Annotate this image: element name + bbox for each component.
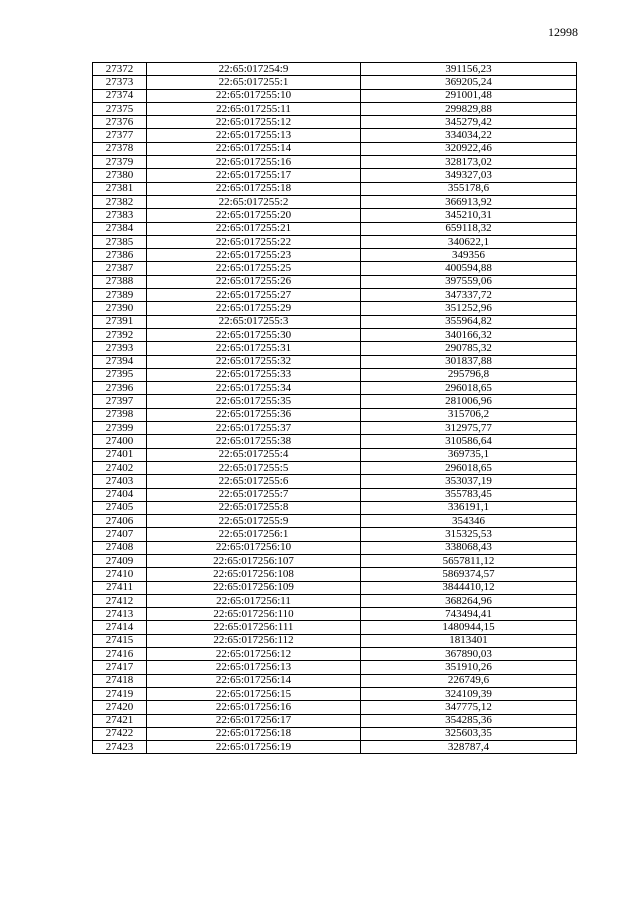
row-number-cell: 27410 [93, 568, 147, 581]
value-cell: 328173,02 [361, 156, 577, 169]
cadastral-number-cell: 22:65:017255:29 [147, 302, 361, 315]
value-cell: 354346 [361, 515, 577, 528]
row-number-cell: 27399 [93, 422, 147, 435]
value-cell: 325603,35 [361, 727, 577, 740]
value-cell: 349356 [361, 249, 577, 262]
value-cell: 366913,92 [361, 195, 577, 208]
row-number-cell: 27403 [93, 475, 147, 488]
value-cell: 291001,48 [361, 89, 577, 102]
table-row [93, 222, 577, 235]
table-row [93, 727, 577, 740]
cadastral-number-cell: 22:65:017255:9 [147, 515, 361, 528]
value-cell: 226749,6 [361, 674, 577, 687]
value-cell: 315325,53 [361, 528, 577, 541]
table-row [93, 382, 577, 395]
value-cell: 345279,42 [361, 116, 577, 129]
value-cell: 400594,88 [361, 262, 577, 275]
row-number-cell: 27406 [93, 515, 147, 528]
cadastral-number-cell: 22:65:017256:109 [147, 581, 361, 594]
cadastral-number-cell: 22:65:017255:21 [147, 222, 361, 235]
table-row [93, 262, 577, 275]
value-cell: 296018,65 [361, 382, 577, 395]
row-number-cell: 27372 [93, 63, 147, 76]
table-row [93, 156, 577, 169]
row-number-cell: 27373 [93, 76, 147, 89]
row-number-cell: 27378 [93, 142, 147, 155]
row-number-cell: 27422 [93, 727, 147, 740]
value-cell: 743494,41 [361, 608, 577, 621]
row-number-cell: 27385 [93, 235, 147, 248]
table-row [93, 342, 577, 355]
row-number-cell: 27391 [93, 315, 147, 328]
row-number-cell: 27384 [93, 222, 147, 235]
table-row [93, 76, 577, 89]
cadastral-number-cell: 22:65:017255:37 [147, 422, 361, 435]
row-number-cell: 27388 [93, 275, 147, 288]
row-number-cell: 27413 [93, 608, 147, 621]
cadastral-number-cell: 22:65:017255:6 [147, 475, 361, 488]
value-cell: 338068,43 [361, 541, 577, 554]
value-cell: 347775,12 [361, 701, 577, 714]
cadastral-number-cell: 22:65:017256:19 [147, 741, 361, 754]
value-cell: 310586,64 [361, 435, 577, 448]
table-row [93, 634, 577, 647]
value-cell: 355783,45 [361, 488, 577, 501]
table-row [93, 648, 577, 661]
row-number-cell: 27379 [93, 156, 147, 169]
table-row [93, 63, 577, 76]
cadastral-number-cell: 22:65:017254:9 [147, 63, 361, 76]
row-number-cell: 27398 [93, 408, 147, 421]
table-row [93, 501, 577, 514]
value-cell: 340622,1 [361, 235, 577, 248]
cadastral-number-cell: 22:65:017255:16 [147, 156, 361, 169]
table-row [93, 395, 577, 408]
value-cell: 355178,6 [361, 182, 577, 195]
cadastral-number-cell: 22:65:017256:16 [147, 701, 361, 714]
table-row [93, 102, 577, 115]
row-number-cell: 27376 [93, 116, 147, 129]
value-cell: 296018,65 [361, 461, 577, 474]
value-cell: 5657811,12 [361, 554, 577, 567]
cadastral-number-cell: 22:65:017256:10 [147, 541, 361, 554]
value-cell: 397559,06 [361, 275, 577, 288]
table-row [93, 209, 577, 222]
table-row [93, 435, 577, 448]
table-row [93, 408, 577, 421]
value-cell: 369205,24 [361, 76, 577, 89]
cadastral-number-cell: 22:65:017255:27 [147, 289, 361, 302]
table-row [93, 714, 577, 727]
cadastral-number-cell: 22:65:017255:10 [147, 89, 361, 102]
table-row [93, 581, 577, 594]
value-cell: 354285,36 [361, 714, 577, 727]
value-cell: 336191,1 [361, 501, 577, 514]
cadastral-number-cell: 22:65:017255:11 [147, 102, 361, 115]
row-number-cell: 27412 [93, 594, 147, 607]
row-number-cell: 27415 [93, 634, 147, 647]
table-row [93, 302, 577, 315]
row-number-cell: 27390 [93, 302, 147, 315]
row-number-cell: 27375 [93, 102, 147, 115]
cadastral-number-cell: 22:65:017255:13 [147, 129, 361, 142]
table-row [93, 448, 577, 461]
row-number-cell: 27407 [93, 528, 147, 541]
cadastral-number-cell: 22:65:017256:108 [147, 568, 361, 581]
table-row [93, 275, 577, 288]
cadastral-number-cell: 22:65:017255:4 [147, 448, 361, 461]
cadastral-number-cell: 22:65:017255:1 [147, 76, 361, 89]
cadastral-number-cell: 22:65:017255:2 [147, 195, 361, 208]
table-row [93, 554, 577, 567]
cadastral-number-cell: 22:65:017255:18 [147, 182, 361, 195]
row-number-cell: 27383 [93, 209, 147, 222]
table-row [93, 608, 577, 621]
row-number-cell: 27387 [93, 262, 147, 275]
table-row [93, 368, 577, 381]
cadastral-number-cell: 22:65:017256:15 [147, 687, 361, 700]
cadastral-number-cell: 22:65:017255:32 [147, 355, 361, 368]
table-row [93, 142, 577, 155]
value-cell: 351252,96 [361, 302, 577, 315]
row-number-cell: 27377 [93, 129, 147, 142]
value-cell: 3844410,12 [361, 581, 577, 594]
row-number-cell: 27394 [93, 355, 147, 368]
cadastral-number-cell: 22:65:017255:26 [147, 275, 361, 288]
cadastral-number-cell: 22:65:017255:12 [147, 116, 361, 129]
cadastral-number-cell: 22:65:017256:110 [147, 608, 361, 621]
cadastral-number-cell: 22:65:017255:35 [147, 395, 361, 408]
value-cell: 355964,82 [361, 315, 577, 328]
row-number-cell: 27393 [93, 342, 147, 355]
value-cell: 299829,88 [361, 102, 577, 115]
cadastral-number-cell: 22:65:017255:14 [147, 142, 361, 155]
cadastral-value-table [92, 62, 577, 754]
row-number-cell: 27421 [93, 714, 147, 727]
value-cell: 391156,23 [361, 63, 577, 76]
table-row [93, 249, 577, 262]
table-row [93, 741, 577, 754]
table-row [93, 169, 577, 182]
cadastral-number-cell: 22:65:017255:36 [147, 408, 361, 421]
value-cell: 320922,46 [361, 142, 577, 155]
value-cell: 347337,72 [361, 289, 577, 302]
table-row [93, 235, 577, 248]
value-cell: 334034,22 [361, 129, 577, 142]
cadastral-number-cell: 22:65:017255:34 [147, 382, 361, 395]
table-row [93, 674, 577, 687]
table-row [93, 422, 577, 435]
value-cell: 367890,03 [361, 648, 577, 661]
cadastral-number-cell: 22:65:017255:30 [147, 328, 361, 341]
value-cell: 315706,2 [361, 408, 577, 421]
cadastral-number-cell: 22:65:017256:14 [147, 674, 361, 687]
row-number-cell: 27395 [93, 368, 147, 381]
row-number-cell: 27420 [93, 701, 147, 714]
value-cell: 659118,32 [361, 222, 577, 235]
table-row [93, 116, 577, 129]
table-row [93, 661, 577, 674]
row-number-cell: 27400 [93, 435, 147, 448]
row-number-cell: 27380 [93, 169, 147, 182]
cadastral-number-cell: 22:65:017255:22 [147, 235, 361, 248]
row-number-cell: 27423 [93, 741, 147, 754]
value-cell: 324109,39 [361, 687, 577, 700]
row-number-cell: 27381 [93, 182, 147, 195]
table-row [93, 528, 577, 541]
table-row [93, 182, 577, 195]
table-row [93, 328, 577, 341]
row-number-cell: 27409 [93, 554, 147, 567]
value-cell: 281006,96 [361, 395, 577, 408]
cadastral-number-cell: 22:65:017255:25 [147, 262, 361, 275]
cadastral-number-cell: 22:65:017255:38 [147, 435, 361, 448]
value-cell: 351910,26 [361, 661, 577, 674]
cadastral-number-cell: 22:65:017256:112 [147, 634, 361, 647]
table-row [93, 701, 577, 714]
row-number-cell: 27417 [93, 661, 147, 674]
value-cell: 353037,19 [361, 475, 577, 488]
cadastral-number-cell: 22:65:017256:11 [147, 594, 361, 607]
row-number-cell: 27392 [93, 328, 147, 341]
value-cell: 340166,32 [361, 328, 577, 341]
value-cell: 328787,4 [361, 741, 577, 754]
cadastral-number-cell: 22:65:017255:17 [147, 169, 361, 182]
value-cell: 312975,77 [361, 422, 577, 435]
row-number-cell: 27418 [93, 674, 147, 687]
row-number-cell: 27408 [93, 541, 147, 554]
cadastral-number-cell: 22:65:017255:3 [147, 315, 361, 328]
cadastral-number-cell: 22:65:017256:107 [147, 554, 361, 567]
cadastral-number-cell: 22:65:017255:33 [147, 368, 361, 381]
row-number-cell: 27404 [93, 488, 147, 501]
row-number-cell: 27396 [93, 382, 147, 395]
cadastral-number-cell: 22:65:017255:5 [147, 461, 361, 474]
table-row [93, 594, 577, 607]
value-cell: 295796,8 [361, 368, 577, 381]
cadastral-number-cell: 22:65:017256:12 [147, 648, 361, 661]
table-row [93, 195, 577, 208]
table-row [93, 488, 577, 501]
table-row [93, 89, 577, 102]
row-number-cell: 27382 [93, 195, 147, 208]
cadastral-number-cell: 22:65:017256:13 [147, 661, 361, 674]
cadastral-number-cell: 22:65:017255:8 [147, 501, 361, 514]
row-number-cell: 27411 [93, 581, 147, 594]
table-row [93, 475, 577, 488]
table-row [93, 687, 577, 700]
cadastral-number-cell: 22:65:017256:1 [147, 528, 361, 541]
value-cell: 290785,32 [361, 342, 577, 355]
cadastral-number-cell: 22:65:017255:23 [147, 249, 361, 262]
value-cell: 301837,88 [361, 355, 577, 368]
value-cell: 349327,03 [361, 169, 577, 182]
table-row [93, 355, 577, 368]
table-row [93, 541, 577, 554]
cadastral-number-cell: 22:65:017255:7 [147, 488, 361, 501]
value-cell: 1480944,15 [361, 621, 577, 634]
row-number-cell: 27405 [93, 501, 147, 514]
table-row [93, 515, 577, 528]
row-number-cell: 27419 [93, 687, 147, 700]
cadastral-number-cell: 22:65:017256:18 [147, 727, 361, 740]
value-cell: 5869374,57 [361, 568, 577, 581]
cadastral-number-cell: 22:65:017256:111 [147, 621, 361, 634]
row-number-cell: 27402 [93, 461, 147, 474]
row-number-cell: 27416 [93, 648, 147, 661]
page-number: 12998 [548, 25, 578, 39]
table-row [93, 568, 577, 581]
row-number-cell: 27386 [93, 249, 147, 262]
row-number-cell: 27401 [93, 448, 147, 461]
cadastral-number-cell: 22:65:017256:17 [147, 714, 361, 727]
row-number-cell: 27389 [93, 289, 147, 302]
cadastral-number-cell: 22:65:017255:31 [147, 342, 361, 355]
row-number-cell: 27374 [93, 89, 147, 102]
table-row [93, 315, 577, 328]
table-row [93, 621, 577, 634]
value-cell: 1813401 [361, 634, 577, 647]
row-number-cell: 27397 [93, 395, 147, 408]
value-cell: 368264,96 [361, 594, 577, 607]
table-row [93, 129, 577, 142]
table-body [93, 63, 577, 754]
table-row [93, 289, 577, 302]
cadastral-number-cell: 22:65:017255:20 [147, 209, 361, 222]
value-cell: 369735,1 [361, 448, 577, 461]
table-row [93, 461, 577, 474]
row-number-cell: 27414 [93, 621, 147, 634]
value-cell: 345210,31 [361, 209, 577, 222]
